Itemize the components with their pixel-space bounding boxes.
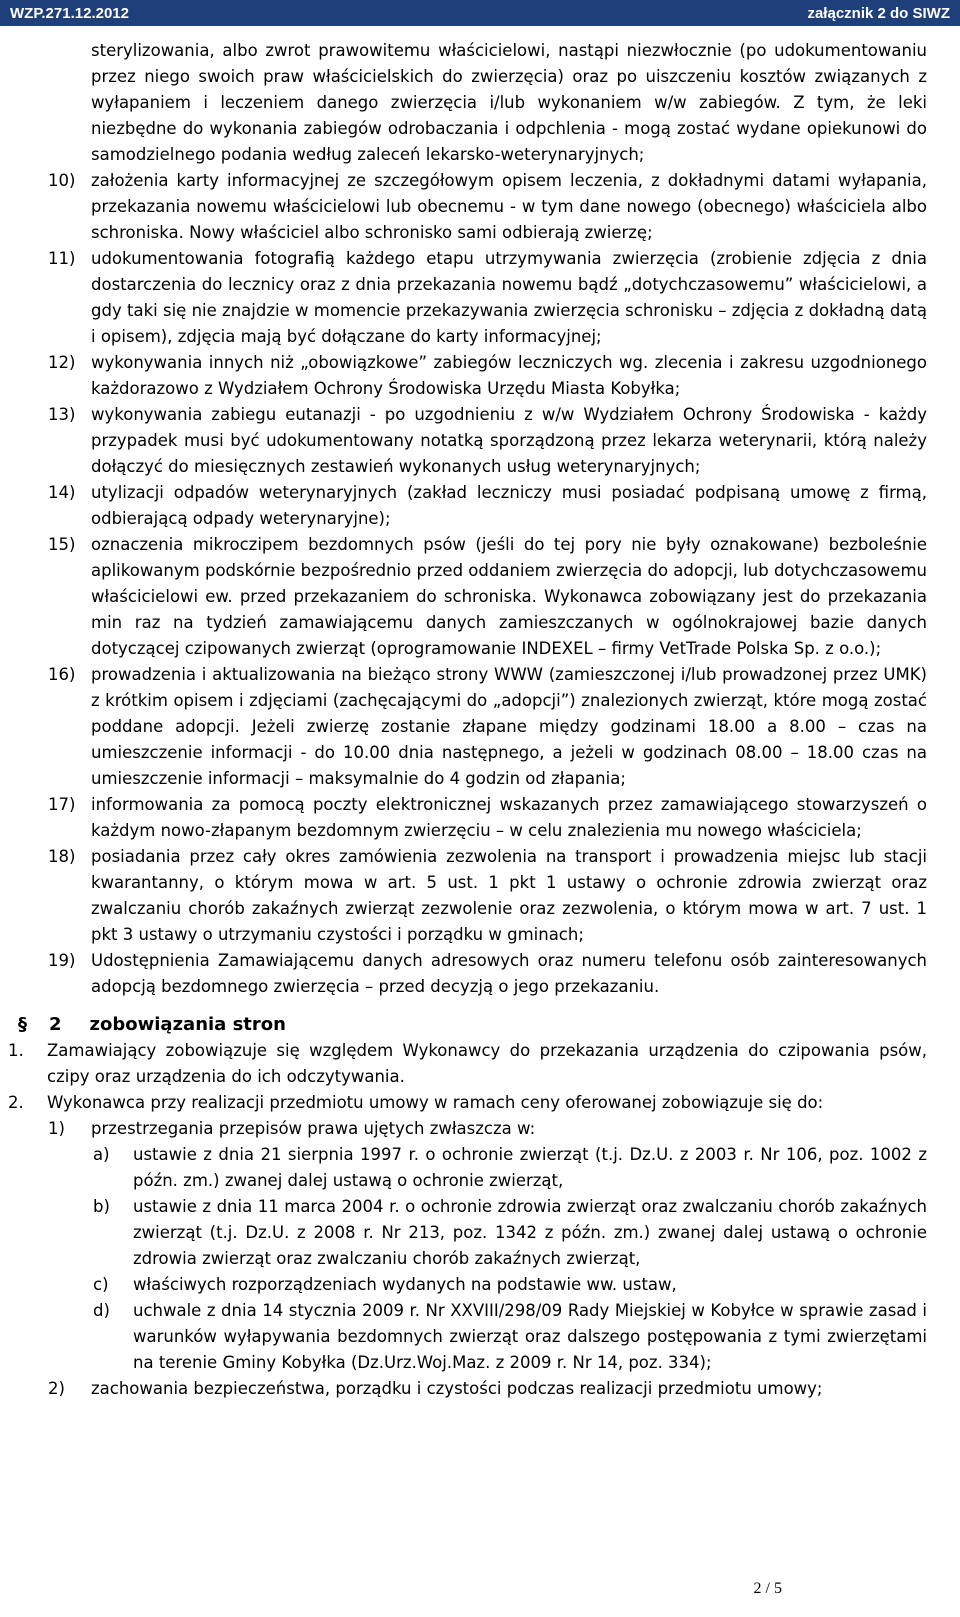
section-title: zobowiązania stron [89, 1014, 286, 1035]
law-reference-text: właściwych rozporządzeniach wydanych na podstawie ww. ustaw, [133, 1275, 677, 1294]
section-point-number: 1. [8, 1041, 24, 1060]
list-item-text: oznaczenia mikroczipem bezdomnych psów (jeśli do tej pory nie były oznakowane) bezboleśnie aplikowanym podskórnie bezpośrednio przed oddaniem zwierzęcia do adopcji, lub dotychczasowemu właścicielowi ew. przed przekazaniem do schroniska. Wykonawca zobowiązany jest do przekazania min raz na tydzień zamawiającemu danych zamieszczanych w ogólnokrajowej bazie danych dotyczącej czipowanych zwierząt (oprogramowanie INDEXEL – firmy VetTrade Polska Sp. z o.o.); [91, 535, 927, 658]
list-item [0, 350, 960, 402]
list-item [0, 532, 960, 662]
law-reference [0, 1272, 960, 1298]
law-reference-number: b) [93, 1197, 110, 1216]
law-reference-number: a) [93, 1145, 110, 1164]
obligations-list [0, 168, 960, 1000]
list-item-text: prowadzenia i aktualizowania na bieżąco strony WWW (zamieszczonej i/lub prowadzonej przez UMK) z krótkim opisem i zdjęciami (zachęcającymi do „adopcji”) znalezionych zwierząt, które mogą zostać poddane adopcji. Jeżeli zwierzę zostanie złapane między godzinami 18.00 a 8.00 – czas na umieszczenie informacji - do 10.00 dnia następnego, a jeżeli w godzinach 08.00 – 18.00 czas na umieszczenie informacji – maksymalnie do 4 godzin od złapania; [91, 665, 927, 788]
list-item [0, 948, 960, 1000]
section-heading [18, 1012, 960, 1038]
list-item-number: 11) [48, 249, 76, 268]
section-point [0, 1090, 960, 1116]
page-number: 2 / 5 [753, 1580, 782, 1597]
list-item [0, 480, 960, 532]
list-item-text: posiadania przez cały okres zamówienia zezwolenia na transport i prowadzenia miejsc lub stacji kwarantanny, o którym mowa w art. 5 ust. 1 pkt 1 ustawy o ochronie zdrowia zwierząt oraz zwalczaniu chorób zakaźnych zwierząt zezwolenie oraz zezwolenia, o którym mowa w art. 7 ust. 1 pkt 3 ustawy o utrzymaniu czystości i porządku w gminach; [91, 847, 927, 944]
law-reference [0, 1298, 960, 1376]
list-item [0, 168, 960, 246]
section-number: 2 [49, 1014, 62, 1035]
section-symbol: § [18, 1014, 27, 1035]
subpoint-1 [0, 1116, 960, 1142]
document-body [0, 38, 960, 1402]
list-item-text: utylizacji odpadów weterynaryjnych (zakład leczniczy musi posiadać podpisaną umowę z firmą, odbierającą odpady weterynaryjne); [91, 483, 927, 528]
list-item-number: 17) [48, 795, 76, 814]
subpoint-text: zachowania bezpieczeństwa, porządku i czystości podczas realizacji przedmiotu umowy; [91, 1379, 823, 1398]
list-item-number: 18) [48, 847, 76, 866]
continuation-paragraph: sterylizowania, albo zwrot prawowitemu właścicielowi, nastąpi niezwłocznie (po udokumentowaniu przez niego swoich praw właścicielskich do zwierzęcia) oraz po uiszczeniu kosztów związanych z wyłapaniem i leczeniem danego zwierzęcia i/lub wykonaniem w/w zabiegów. Z tym, że leki niezbędne do wykonania zabiegów odrobaczania i odpchlenia - mogą zostać wydane opiekunowi do samodzielnego podania według zaleceń lekarsko-weterynaryjnych; [91, 41, 927, 164]
subpoint-2 [0, 1376, 960, 1402]
list-item-text: udokumentowania fotografią każdego etapu utrzymywania zwierzęcia (zrobienie zdjęcia z dnia dostarczenia do lecznicy oraz z dnia przekazania nowemu bądź „dotychczasowemu” właścicielowi, a gdy taki się nie znajdzie w momencie przekazywania zwierzęcia schronisku – zdjęcia z dokładną datą i opisem), zdjęcia mają być dołączane do karty informacyjnej; [91, 249, 927, 346]
section-points [0, 1038, 960, 1116]
list-item-text: wykonywania innych niż „obowiązkowe” zabiegów leczniczych wg. zlecenia i zakresu uzgodnionego każdorazowo z Wydziałem Ochrony Środowiska Urzędu Miasta Kobyłka; [91, 353, 927, 398]
list-item-text: Udostępnienia Zamawiającemu danych adresowych oraz numeru telefonu osób zainteresowanych adopcją bezdomnego zwierzęcia – przed decyzją o jego przekazaniu. [91, 951, 927, 996]
list-item [0, 662, 960, 792]
list-item-number: 10) [48, 171, 76, 190]
list-item [0, 402, 960, 480]
list-item-number: 16) [48, 665, 76, 684]
law-reference-text: ustawie z dnia 21 sierpnia 1997 r. o ochronie zwierząt (t.j. Dz.U. z 2003 r. Nr 106, poz. 1002 z późn. zm.) zwanej dalej ustawą o ochronie zwierząt, [133, 1145, 927, 1190]
list-item-text: założenia karty informacyjnej ze szczegółowym opisem leczenia, z dokładnymi datami wyłapania, przekazania nowemu właścicielowi lub obecnemu - w tym dane nowego (obecnego) właściciela albo schroniska. Nowy właściciel albo schronisko sami odbierają zwierzę; [91, 171, 927, 242]
list-item-number: 19) [48, 951, 76, 970]
section-point-number: 2. [8, 1093, 24, 1112]
law-references-list [0, 1142, 960, 1376]
list-item [0, 792, 960, 844]
document-reference: WZP.271.12.2012 [10, 4, 129, 22]
subpoint-number: 2) [48, 1379, 65, 1398]
subpoint-number: 1) [48, 1119, 65, 1138]
list-item [0, 246, 960, 350]
list-item-number: 13) [48, 405, 76, 424]
section-point-text: Wykonawca przy realizacji przedmiotu umowy w ramach ceny oferowanej zobowiązuje się do: [47, 1093, 824, 1112]
list-item-text: wykonywania zabiegu eutanazji - po uzgodnieniu z w/w Wydziałem Ochrony Środowiska - każdy przypadek musi być udokumentowany notatką sporządzoną przez lekarza weterynarii, którą należy dołączyć do miesięcznych zestawień wykonanych usług weterynaryjnych; [91, 405, 927, 476]
law-reference [0, 1194, 960, 1272]
list-item-number: 15) [48, 535, 76, 554]
list-item-number: 12) [48, 353, 76, 372]
law-reference [0, 1142, 960, 1194]
law-reference-text: uchwale z dnia 14 stycznia 2009 r. Nr XXVIII/298/09 Rady Miejskiej w Kobyłce w sprawie zasad i warunków wyłapywania bezdomnych zwierząt oraz dalszego postępowania z tymi zwierzętami na terenie Gminy Kobyłka (Dz.Urz.Woj.Maz. z 2009 r. Nr 14, poz. 334); [133, 1301, 927, 1372]
law-reference-number: d) [93, 1301, 110, 1320]
attachment-label: załącznik 2 do SIWZ [807, 4, 950, 22]
list-item-number: 14) [48, 483, 76, 502]
subpoint-text: przestrzegania przepisów prawa ujętych zwłaszcza w: [91, 1119, 536, 1138]
law-reference-text: ustawie z dnia 11 marca 2004 r. o ochronie zdrowia zwierząt oraz zwalczaniu chorób zakaźnych zwierząt (t.j. Dz.U. z 2008 r. Nr 213, poz. 1342 z późn. zm.) zwanej dalej ustawą o ochronie zdrowia zwierząt oraz zwalczaniu chorób zakaźnych zwierząt, [133, 1197, 927, 1268]
section-point-text: Zamawiający zobowiązuje się względem Wykonawcy do przekazania urządzenia do czipowania psów, czipy oraz urządzenia do ich odczytywania. [47, 1041, 927, 1086]
section-point [0, 1038, 960, 1090]
document-header-bar [0, 0, 960, 26]
law-reference-number: c) [93, 1275, 109, 1294]
list-item [0, 844, 960, 948]
list-item-text: informowania za pomocą poczty elektronicznej wskazanych przez zamawiającego stowarzyszeń o każdym nowo-złapanym bezdomnym zwierzęciu – w celu znalezienia mu nowego właściciela; [91, 795, 927, 840]
